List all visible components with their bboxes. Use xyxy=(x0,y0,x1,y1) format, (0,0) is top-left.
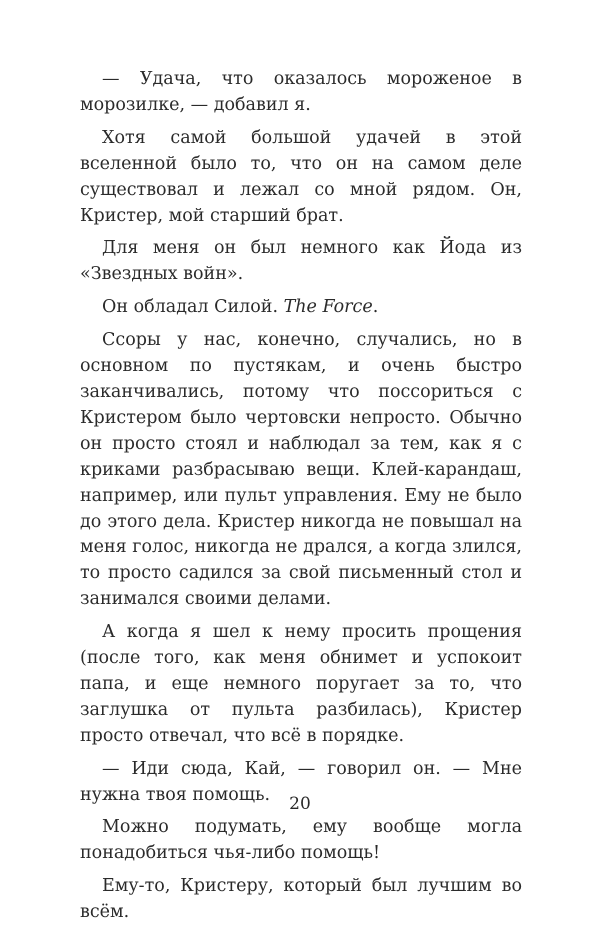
paragraph-7: — Иди сюда, Кай, — говорил он. — Мне нужна твоя помощь. xyxy=(80,758,522,805)
paragraph-4-text: Он обладал Силой. xyxy=(102,297,284,318)
paragraph-4-after: . xyxy=(372,297,379,318)
page-number: 20 xyxy=(289,794,311,814)
paragraph-8: Можно подумать, ему вообще могла понадобиться чья-либо помощь! xyxy=(80,817,522,864)
paragraph-1: — Удача, что оказалось мороженое в морозилке, — добавил я. xyxy=(80,69,522,115)
paragraph-4 xyxy=(80,295,522,321)
paragraph-3: Для меня он был немного как Йода из «Звездных войн». xyxy=(80,238,522,285)
paragraph-2: Хотя самой большой удачей в этой вселенной было то, что он на самом деле существовал и лежал со мной рядом. Он, Кристер, мой старший брат. xyxy=(80,127,522,226)
paragraph-4-italic: The Force xyxy=(283,297,373,318)
paragraph-9: Ему-то, Кристеру, который был лучшим во всём. xyxy=(80,876,522,923)
paragraph-5: Ссоры у нас, конечно, случались, но в основном по пустякам, и очень быстро заканчивались, потому что поссориться с Кристером было чертовски непросто. Обычно он просто стоял и наблюдал за тем, как я с криками разбрасываю вещи. Клей-карандаш, например, или пульт управления. Ему не было до этого дела. Кристер никогда не повышал на меня голос, никогда не дрался, а когда злился, то просто садился за свой письменный стол и занимался своими делами. xyxy=(80,330,522,610)
paragraph-6: А когда я шел к нему просить прощения (после того, как меня обнимет и успокоит папа, и еще немного поругает за то, что заглушка от пульта разбилась), Кристер просто отвечал, что всё в порядке. xyxy=(80,622,522,746)
